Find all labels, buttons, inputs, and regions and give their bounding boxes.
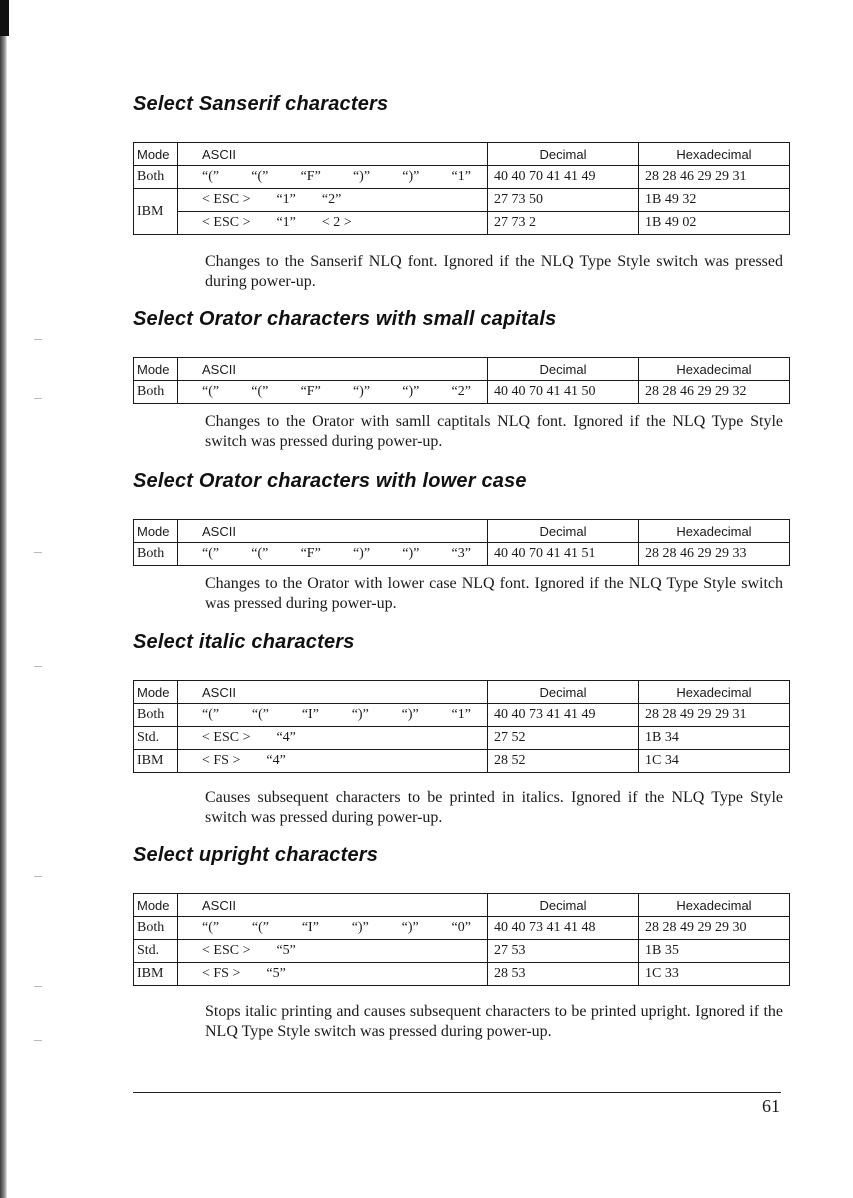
decimal-cell: 27 53	[488, 940, 639, 963]
ascii-cell	[178, 917, 488, 940]
ascii-cell	[178, 212, 488, 235]
table-row	[134, 543, 790, 566]
ascii-code: “)”	[401, 707, 419, 722]
ascii-code: “4”	[266, 753, 286, 768]
margin-mark	[34, 986, 42, 987]
margin-mark	[34, 339, 42, 340]
header-ascii: ASCII	[178, 520, 488, 543]
ascii-code: < ESC >	[202, 215, 251, 230]
command-table	[133, 142, 790, 235]
hex-cell: 28 28 46 29 29 33	[639, 543, 790, 566]
ascii-code: “)”	[402, 169, 420, 184]
ascii-cell	[178, 381, 488, 404]
decimal-cell: 40 40 70 41 41 49	[488, 166, 639, 189]
table-row	[134, 704, 790, 727]
header-decimal: Decimal	[488, 894, 639, 917]
ascii-code: “)”	[352, 546, 371, 561]
hex-cell: 1B 35	[639, 940, 790, 963]
ascii-code: “5”	[276, 943, 296, 958]
table-row	[134, 963, 790, 986]
table-row	[134, 940, 790, 963]
decimal-cell: 40 40 70 41 41 51	[488, 543, 639, 566]
ascii-code: “I”	[301, 920, 319, 935]
command-table	[133, 519, 790, 566]
ascii-code: “5”	[266, 966, 286, 981]
mode-cell: Both	[134, 543, 178, 566]
header-ascii: ASCII	[178, 358, 488, 381]
margin-mark	[34, 1040, 42, 1041]
table-header-row	[134, 681, 790, 704]
margin-mark	[34, 552, 42, 553]
mode-cell: IBM	[134, 963, 178, 986]
command-table	[133, 680, 790, 773]
command-table	[133, 357, 790, 404]
ascii-code: “(”	[202, 384, 220, 399]
ascii-code: “F”	[300, 546, 321, 561]
header-hexadecimal: Hexadecimal	[639, 520, 790, 543]
ascii-code: “(”	[251, 384, 269, 399]
ascii-code: “(”	[251, 707, 269, 722]
ascii-code: “4”	[276, 730, 296, 745]
decimal-cell: 40 40 73 41 41 48	[488, 917, 639, 940]
ascii-cell	[178, 963, 488, 986]
section-title: Select upright characters	[133, 844, 379, 866]
ascii-code: “3”	[451, 546, 471, 561]
header-hexadecimal: Hexadecimal	[639, 143, 790, 166]
hex-cell: 1C 33	[639, 963, 790, 986]
ascii-code: “)”	[352, 384, 371, 399]
ascii-code: “0”	[451, 920, 471, 935]
header-decimal: Decimal	[488, 143, 639, 166]
margin-mark	[34, 876, 42, 877]
hex-cell: 1B 34	[639, 727, 790, 750]
ascii-code: “)”	[351, 707, 369, 722]
command-table	[133, 893, 790, 986]
ascii-cell	[178, 727, 488, 750]
table-row	[134, 917, 790, 940]
header-ascii: ASCII	[178, 681, 488, 704]
hex-cell: 1B 49 32	[639, 189, 790, 212]
ascii-cell	[178, 543, 488, 566]
section-title: Select italic characters	[133, 631, 355, 653]
ascii-code: “F”	[300, 384, 321, 399]
ascii-code: “)”	[402, 546, 420, 561]
table-row	[134, 189, 790, 212]
binding-mark	[0, 0, 9, 36]
mode-cell: Both	[134, 917, 178, 940]
header-hexadecimal: Hexadecimal	[639, 681, 790, 704]
section-description: Causes subsequent characters to be printed in italics. Ignored if the NLQ Type Style switch was pressed during power-up.	[205, 789, 783, 826]
ascii-code: “F”	[300, 169, 321, 184]
table-row	[134, 727, 790, 750]
margin-mark	[34, 666, 42, 667]
header-ascii: ASCII	[178, 894, 488, 917]
ascii-code: < 2 >	[321, 215, 352, 230]
header-decimal: Decimal	[488, 358, 639, 381]
ascii-code: “)”	[401, 920, 419, 935]
ascii-code: “)”	[351, 920, 369, 935]
header-mode: Mode	[134, 681, 178, 704]
table-header-row	[134, 143, 790, 166]
ascii-code: “(”	[251, 546, 269, 561]
ascii-code: < ESC >	[202, 730, 251, 745]
table-row	[134, 750, 790, 773]
ascii-code: “(”	[202, 169, 220, 184]
ascii-code: < FS >	[202, 753, 241, 768]
ascii-code: “)”	[352, 169, 371, 184]
ascii-code: “1”	[451, 707, 471, 722]
mode-cell: Both	[134, 704, 178, 727]
ascii-code: “(”	[251, 920, 269, 935]
ascii-code: “1”	[276, 192, 296, 207]
header-ascii: ASCII	[178, 143, 488, 166]
footer-rule	[133, 1092, 781, 1093]
table-header-row	[134, 520, 790, 543]
margin-mark	[34, 398, 42, 399]
ascii-cell	[178, 704, 488, 727]
header-decimal: Decimal	[488, 681, 639, 704]
section-description: Changes to the Sanserif NLQ font. Ignored if the NLQ Type Style switch was pressed during power-up.	[205, 253, 783, 290]
table-row	[134, 212, 790, 235]
ascii-code: < ESC >	[202, 943, 251, 958]
section-title: Select Sanserif characters	[133, 93, 389, 115]
ascii-cell	[178, 166, 488, 189]
hex-cell: 1C 34	[639, 750, 790, 773]
decimal-cell: 27 73 2	[488, 212, 639, 235]
ascii-cell	[178, 940, 488, 963]
section-description: Stops italic printing and causes subsequent characters to be printed upright. Ignored if the NLQ Type Style switch was pressed during power-up.	[205, 1003, 783, 1040]
ascii-cell	[178, 750, 488, 773]
section-title: Select Orator characters with small capitals	[133, 308, 557, 330]
ascii-code: “)”	[402, 384, 420, 399]
ascii-code: “(”	[202, 920, 220, 935]
header-mode: Mode	[134, 520, 178, 543]
header-mode: Mode	[134, 894, 178, 917]
header-mode: Mode	[134, 143, 178, 166]
table-header-row	[134, 358, 790, 381]
decimal-cell: 28 53	[488, 963, 639, 986]
hex-cell: 1B 49 02	[639, 212, 790, 235]
table-row	[134, 166, 790, 189]
ascii-code: “(”	[202, 707, 220, 722]
decimal-cell: 27 52	[488, 727, 639, 750]
hex-cell: 28 28 49 29 29 31	[639, 704, 790, 727]
mode-cell: IBM	[134, 189, 178, 235]
hex-cell: 28 28 46 29 29 31	[639, 166, 790, 189]
ascii-code: “1”	[276, 215, 296, 230]
page-number: 61	[762, 1096, 780, 1116]
ascii-code: “(”	[251, 169, 269, 184]
header-decimal: Decimal	[488, 520, 639, 543]
header-hexadecimal: Hexadecimal	[639, 358, 790, 381]
section-description: Changes to the Orator with lower case NLQ font. Ignored if the NLQ Type Style switch was pressed during power-up.	[205, 575, 783, 612]
mode-cell: Both	[134, 166, 178, 189]
decimal-cell: 28 52	[488, 750, 639, 773]
mode-cell: IBM	[134, 750, 178, 773]
decimal-cell: 40 40 73 41 41 49	[488, 704, 639, 727]
ascii-code: “2”	[451, 384, 471, 399]
header-hexadecimal: Hexadecimal	[639, 894, 790, 917]
ascii-code: “(”	[202, 546, 220, 561]
ascii-code: “I”	[301, 707, 319, 722]
page-binding-edge	[0, 0, 7, 1198]
table-header-row	[134, 894, 790, 917]
mode-cell: Both	[134, 381, 178, 404]
section-title: Select Orator characters with lower case	[133, 470, 527, 492]
ascii-code: “1”	[451, 169, 471, 184]
hex-cell: 28 28 46 29 29 32	[639, 381, 790, 404]
ascii-code: “2”	[321, 192, 342, 207]
ascii-cell	[178, 189, 488, 212]
table-row	[134, 381, 790, 404]
mode-cell: Std.	[134, 940, 178, 963]
section-description: Changes to the Orator with samll captitals NLQ font. Ignored if the NLQ Type Style switch was pressed during power-up.	[205, 413, 783, 450]
ascii-code: < FS >	[202, 966, 241, 981]
ascii-code: < ESC >	[202, 192, 251, 207]
decimal-cell: 40 40 70 41 41 50	[488, 381, 639, 404]
mode-cell: Std.	[134, 727, 178, 750]
header-mode: Mode	[134, 358, 178, 381]
hex-cell: 28 28 49 29 29 30	[639, 917, 790, 940]
decimal-cell: 27 73 50	[488, 189, 639, 212]
